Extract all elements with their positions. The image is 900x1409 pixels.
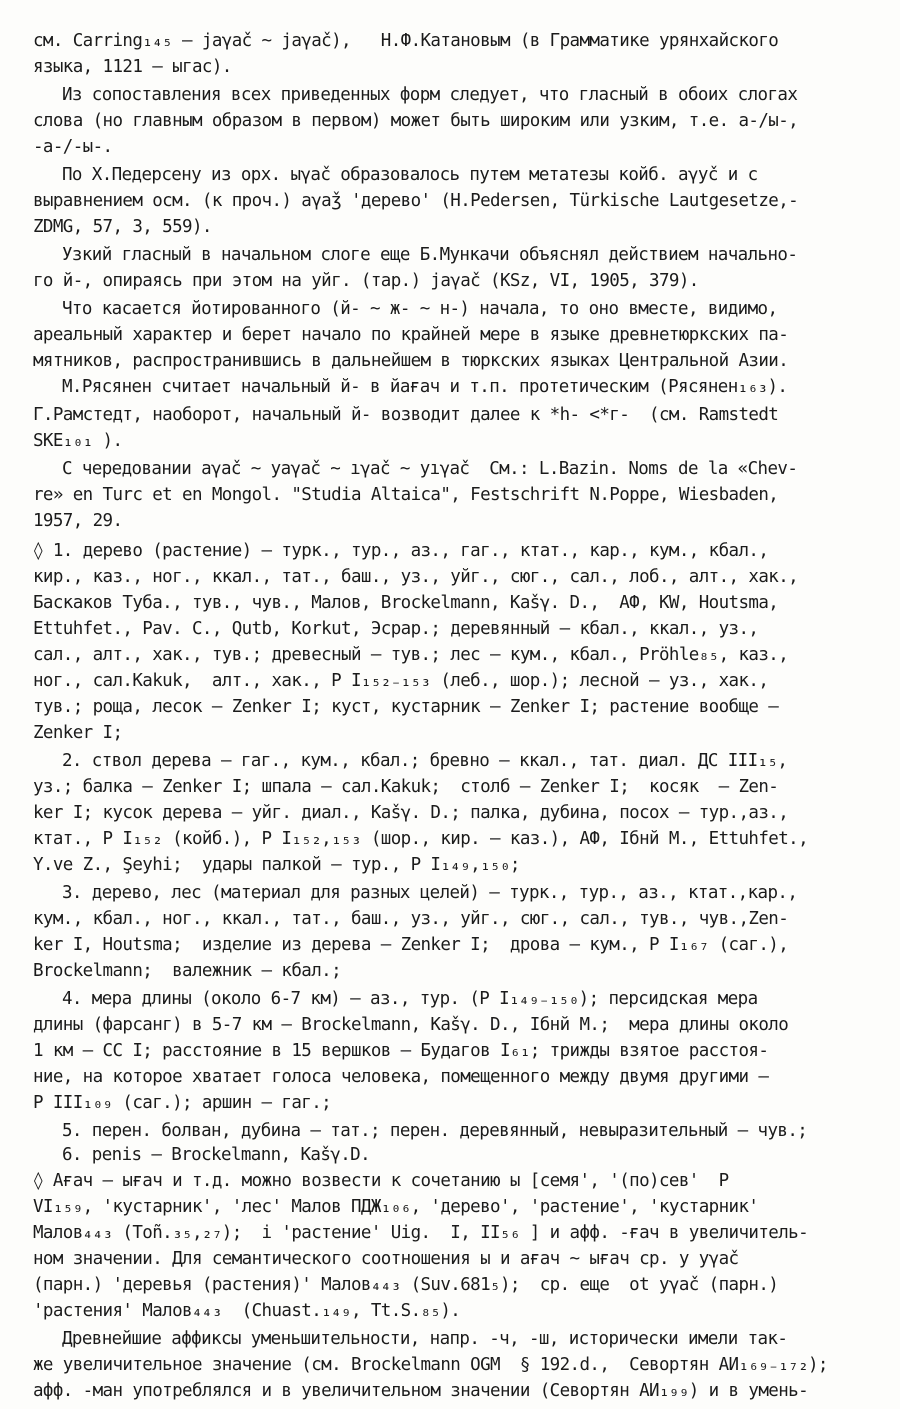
text-line: -а-/-ы-. <box>33 137 113 157</box>
text-line: Что касается йотированного (й- ~ ж- ~ н-) начала, то оно вместе, видимо, <box>62 299 778 319</box>
text-line: Малов₄₄₃ (Toñ.₃₅,₂₇); i 'растение' Uig. I, II₅₆ ] и афф. -ғач в увеличитель- <box>33 1223 808 1243</box>
text-line: сал., алт., хак., тув.; древесный – тув.; лес – кум., кбал., Pröhle₈₅, каз., <box>33 645 789 665</box>
text-line: re» en Turc et en Mongol. "Studia Altaica", Festschrift N.Poppe, Wiesbaden, <box>33 485 779 505</box>
text-line: SKE₁₀₁ ). <box>33 431 123 451</box>
text-line: ние, на которое хватает голоса человека, помещенного между двумя другими – <box>33 1067 769 1087</box>
text-line: Y.ve Z., Şeyhi; удары палкой – тур., Р I₁₄₉,₁₅₀; <box>33 855 520 875</box>
text-line: ном значении. Для семантического соотношения ы и ағач ~ ығач ср. у уγаč <box>33 1249 739 1269</box>
text-line: По Х.Педерсену из орх. ыγаč образовалось путем метатезы койб. аγуč и с <box>62 165 758 185</box>
text-line: го й-, опираясь при этом на уйг. (тар.) jaγač (KSz, VI, 1905, 379). <box>33 271 699 291</box>
text-line: уз.; балка – Zenker I; шпала – сал.Kakuk; столб – Zenker I; косяк – Zen- <box>33 777 779 797</box>
text-line: ктат., Р I₁₅₂ (койб.), Р I₁₅₂,₁₅₃ (шор., кир. – каз.), АФ, Ібнй М., Ettuhfet., <box>33 829 808 849</box>
text-line: 1 км – СС I; расстояние в 15 вершков – Будагов I₆₁; трижды взятое расстоя- <box>33 1041 769 1061</box>
text-line: кум., кбал., ног., ккал., тат., баш., уз., уйг., сюг., сал., тув., чув.,Zen- <box>33 909 789 929</box>
text-line: кир., каз., ног., ккал., тат., баш., уз., уйг., сюг., сал., лоб., алт., хак., <box>33 567 799 587</box>
text-line: С чередовании аγаč ~ уаγаč ~ ıγаč ~ уıγаč См.: L.Bazin. Noms de la «Chev- <box>62 459 798 479</box>
text-line: 4. мера длины (около 6-7 км) – аз., тур. (Р I₁₄₉₋₁₅₀); персидская мера <box>62 989 758 1009</box>
text-line: Узкий гласный в начальном слоге еще Б.Мункачи объяснял действием начально- <box>62 245 798 265</box>
text-line: 6. penis – Brockelmann, Kašγ.D. <box>62 1145 371 1165</box>
text-line: 2. ствол дерева – гаг., кум., кбал.; бревно – ккал., тат. диал. ДС III₁₅, <box>62 751 788 771</box>
text-line: языка, 1121 – ыгаc). <box>33 57 232 77</box>
text-line: Г.Рамстедт, наоборот, начальный й- возводит далее к *h- <*г- (см. Ramstedt <box>33 405 779 425</box>
text-line: ног., сал.Kakuk, алт., хак., Р I₁₅₂₋₁₅₃ (леб., шор.); лесной – уз., хак., <box>33 671 769 691</box>
text-line: 'растения' Малов₄₄₃ (Chuast.₁₄₉, Tt.S.₈₅). <box>33 1301 461 1321</box>
text-line: ◊ Ағач – ығач и т.д. можно возвести к сочетанию ы [семя', '(по)сев' Р <box>33 1171 729 1191</box>
text-line: Из сопоставления всех приведенных форм следует, что гласный в обоих слогах <box>62 85 798 105</box>
text-line: ареальный характер и берет начало по крайней мере в языке древнетюркских па- <box>33 325 789 345</box>
text-line: ◊ 1. дерево (растение) – турк., тур., аз., гаг., ктат., кар., кум., кбал., <box>33 541 769 561</box>
text-line: 5. перен. болван, дубина – тат.; перен. деревянный, невыразительный – чув.; <box>62 1121 808 1141</box>
text-line: ker I, Houtsma; изделие из дерева – Zenker I; дрова – кум., Р I₁₆₇ (саг.), <box>33 935 789 955</box>
text-line: см. Carring₁₄₅ – jaγač ~ jaγač), Н.Ф.Катановым (в Грамматике урянхайского <box>33 31 779 51</box>
text-line: Zenker I; <box>33 723 123 743</box>
text-line: VI₁₅₉, 'кустарник', 'лес' Малов ПДЖ₁₀₆, 'дерево', 'растение', 'кустарник' <box>33 1197 759 1217</box>
text-line: слова (но главным образом в первом) может быть широким или узким, т.е. а-/ы-, <box>33 111 799 131</box>
text-line: 3. дерево, лес (материал для разных целей) – турк., тур., аз., ктат.,кар., <box>62 883 798 903</box>
text-line: длины (фарсанг) в 5-7 км – Brockelmann, Kašγ. D., Ібнй М.; мера длины около <box>33 1015 789 1035</box>
text-line: (парн.) 'деревья (растения)' Малов₄₄₃ (Suv.681₅); ср. еще оt уγаč (парн.) <box>33 1275 779 1295</box>
text-line: 1957, 29. <box>33 511 123 531</box>
text-line: Древнейшие аффиксы уменьшительности, напр. -ч, -ш, исторически имели так- <box>62 1329 788 1349</box>
text-line: М.Рясянен считает начальный й- в йағач и т.п. протетическим (Рясянен₁₆₃). <box>62 377 788 397</box>
text-line: Ettuhfet., Pav. C., Qutb, Korkut, Эсрар.; деревянный – кбал., ккал., уз., <box>33 619 759 639</box>
text-line: Brockelmann; валежник – кбал.; <box>33 961 342 981</box>
text-line: мятников, распространившись в дальнейшем в тюркских языках Центральной Азии. <box>33 351 789 371</box>
text-line: Р III₁₀₉ (саг.); аршин – гаг.; <box>33 1093 332 1113</box>
text-line: тув.; роща, лесок – Zenker I; куст, кустарник – Zenker I; растение вообще – <box>33 697 779 717</box>
text-line: Баскаков Туба., тув., чув., Малов, Brockelmann, Kašγ. D., АФ, KW, Houtsma, <box>33 593 779 613</box>
text-line: афф. -ман употреблялся и в увеличительном значении (Севортян АИ₁₉₉) и в умень- <box>33 1381 808 1401</box>
text-line: выравнением осм. (к проч.) аγаǯ 'дерево' (H.Pedersen, Türkische Lautgesetze,- <box>33 191 799 211</box>
text-line: ZDMG, 57, 3, 559). <box>33 217 212 237</box>
text-line: ker I; кусок дерева – уйг. диал., Kašγ. D.; палка, дубина, посох – тур.,аз., <box>33 803 789 823</box>
text-line: же увеличительное значение (см. Brockelmann OGM § 192.d., Севортян АИ₁₆₉₋₁₇₂); <box>33 1355 828 1375</box>
